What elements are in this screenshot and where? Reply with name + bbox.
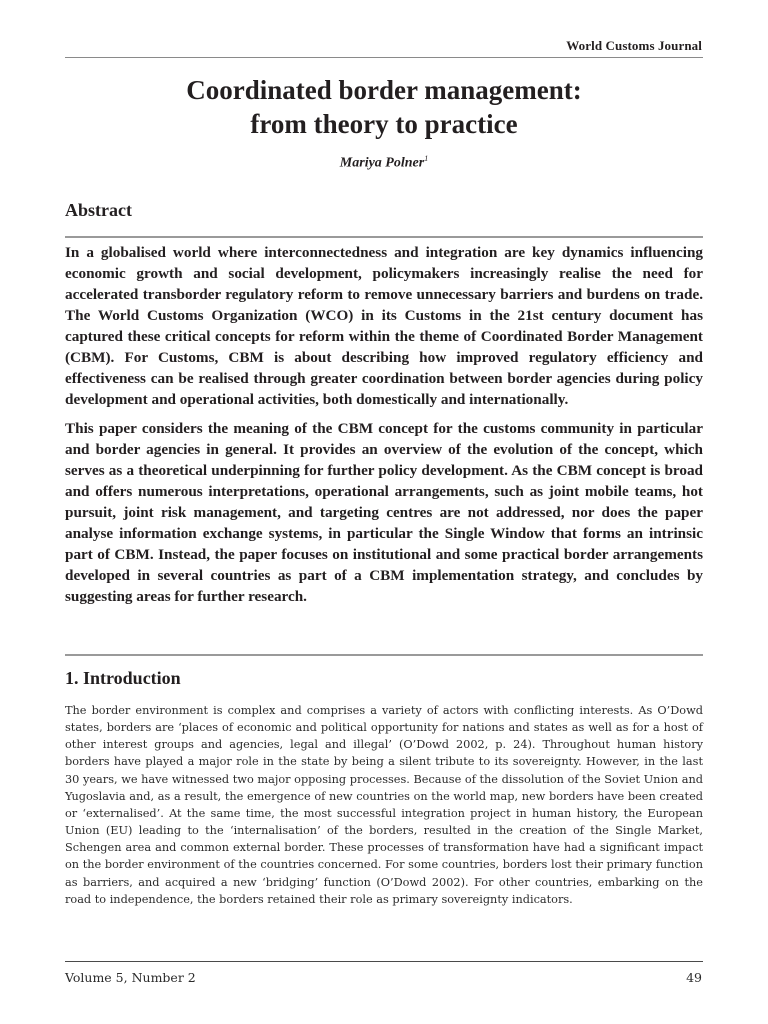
introduction-body (65, 702, 703, 908)
footer-volume: Volume 5, Number 2 (65, 970, 196, 985)
abstract-paragraph-1: In a globalised world where interconnectedness and integration are key dynamics influencing economic growth and social development, policymakers increasingly realise the need for accelerated transborder regulatory reform to remove unnecessary barriers and burdens on trade. The World Customs Organization (WCO) in its Customs in the 21st century document has captured these critical concepts for reform within the theme of Coordinated Border Management (CBM). For Customs, CBM is about describing how improved regulatory efficiency and effectiveness can be realised through greater coordination between border agencies during policy development and operational activities, both domestically and internationally. (65, 244, 703, 408)
abstract-body (65, 242, 703, 615)
title-line-1: Coordinated border management: (186, 75, 582, 105)
paper-title (65, 73, 703, 141)
author-line (65, 154, 703, 172)
footer-page-number: 49 (686, 970, 702, 985)
author-name: Mariya Polner (339, 155, 425, 171)
abstract-top-rule (65, 236, 703, 238)
author-footnote-mark: 1 (424, 154, 429, 163)
section-heading-introduction: 1. Introduction (65, 668, 181, 688)
introduction-paragraph: The border environment is complex and comprises a variety of actors with conflicting interests. As O’Dowd states, borders are ‘places of economic and political opportunity for nations and states as well as for a host of other interest groups and agencies, legal and illegal’ (O’Dowd 2002, p. 24). Throughout human history borders have played a major role in the state by being a silent tribute to its sovereignty. However, in the last 30 years, we have witnessed two major opposing processes. Because of the dissolution of the Soviet Union and Yugoslavia and, as a result, the emergence of new countries on the world map, new borders have been created or ‘externalised’. At the same time, the most successful integration project in human history, the European Union (EU) leading to the ‘internalisation’ of the borders, resulted in the creation of the Single Market, Schengen area and common external border. These processes of transformation have had a significant impact on the border environment of the countries concerned. For some countries, borders lost their primary function as barriers, and acquired a new ‘bridging’ function (O’Dowd 2002). For other countries, embarking on the road to independence, the borders retained their role as primary sovereignty indicators. (65, 704, 703, 906)
header-rule (65, 57, 703, 58)
title-line-2: from theory to practice (250, 109, 518, 139)
abstract-bottom-rule (65, 654, 703, 656)
abstract-paragraph-2: This paper considers the meaning of the CBM concept for the customs community in particular and border agencies in general. It provides an overview of the evolution of the concept, which serves as a theoretical underpinning for further policy development. As the CBM concept is broad and offers numerous interpretations, operational arrangements, such as joint mobile teams, hot pursuit, joint risk management, and targeting centres are not addressed, nor does the paper analyse information exchange systems, in particular the Single Window that forms an intrinsic part of CBM. Instead, the paper focuses on institutional and some practical border arrangements developed in several countries as part of a CBM implementation strategy, and concludes by suggesting areas for further research. (65, 420, 703, 605)
footer-rule (65, 961, 703, 962)
running-head: World Customs Journal (566, 38, 702, 53)
abstract-heading: Abstract (65, 200, 132, 220)
